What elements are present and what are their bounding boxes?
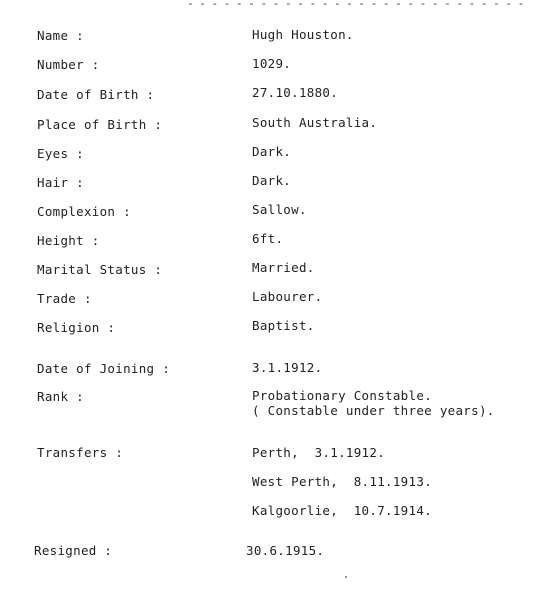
name-value: Hugh Houston. — [252, 27, 354, 42]
height-label: Height : — [37, 233, 100, 248]
trade-label: Trade : — [37, 291, 92, 306]
rank-value: Probationary Constable. — [252, 388, 432, 403]
transfer-entry-kalgoorlie: Kalgoorlie, 10.7.1914. — [252, 503, 432, 518]
marital-status-value: Married. — [252, 260, 315, 275]
transfer-entry-west-perth: West Perth, 8.11.1913. — [252, 474, 432, 489]
resigned-value: 30.6.1915. — [246, 543, 325, 558]
hair-value: Dark. — [252, 173, 292, 188]
header-rule: - - - - - - - - - - - - - - - - - - - - - - - - - - - - — [187, 0, 524, 10]
eyes-value: Dark. — [252, 144, 292, 159]
transfer-entry-perth: Perth, 3.1.1912. — [252, 445, 386, 460]
number-value: 1029. — [252, 56, 292, 71]
pob-label: Place of Birth : — [37, 117, 163, 132]
date-of-joining-label: Date of Joining : — [37, 361, 171, 376]
rank-note: ( Constable under three years). — [252, 403, 495, 418]
height-value: 6ft. — [252, 231, 284, 246]
dob-label: Date of Birth : — [37, 87, 155, 102]
complexion-label: Complexion : — [37, 204, 131, 219]
number-label: Number : — [37, 57, 100, 72]
date-of-joining-value: 3.1.1912. — [252, 360, 323, 375]
dob-value: 27.10.1880. — [252, 85, 339, 100]
name-label: Name : — [37, 28, 84, 43]
transfers-label: Transfers : — [37, 445, 124, 460]
religion-label: Religion : — [37, 320, 116, 335]
marital-status-label: Marital Status : — [37, 262, 163, 277]
pob-value: South Australia. — [252, 115, 378, 130]
rank-label: Rank : — [37, 389, 84, 404]
trade-value: Labourer. — [252, 289, 323, 304]
stray-dot — [345, 576, 347, 578]
complexion-value: Sallow. — [252, 202, 307, 217]
resigned-label: Resigned : — [34, 543, 113, 558]
religion-value: Baptist. — [252, 318, 315, 333]
eyes-label: Eyes : — [37, 146, 84, 161]
hair-label: Hair : — [37, 175, 84, 190]
